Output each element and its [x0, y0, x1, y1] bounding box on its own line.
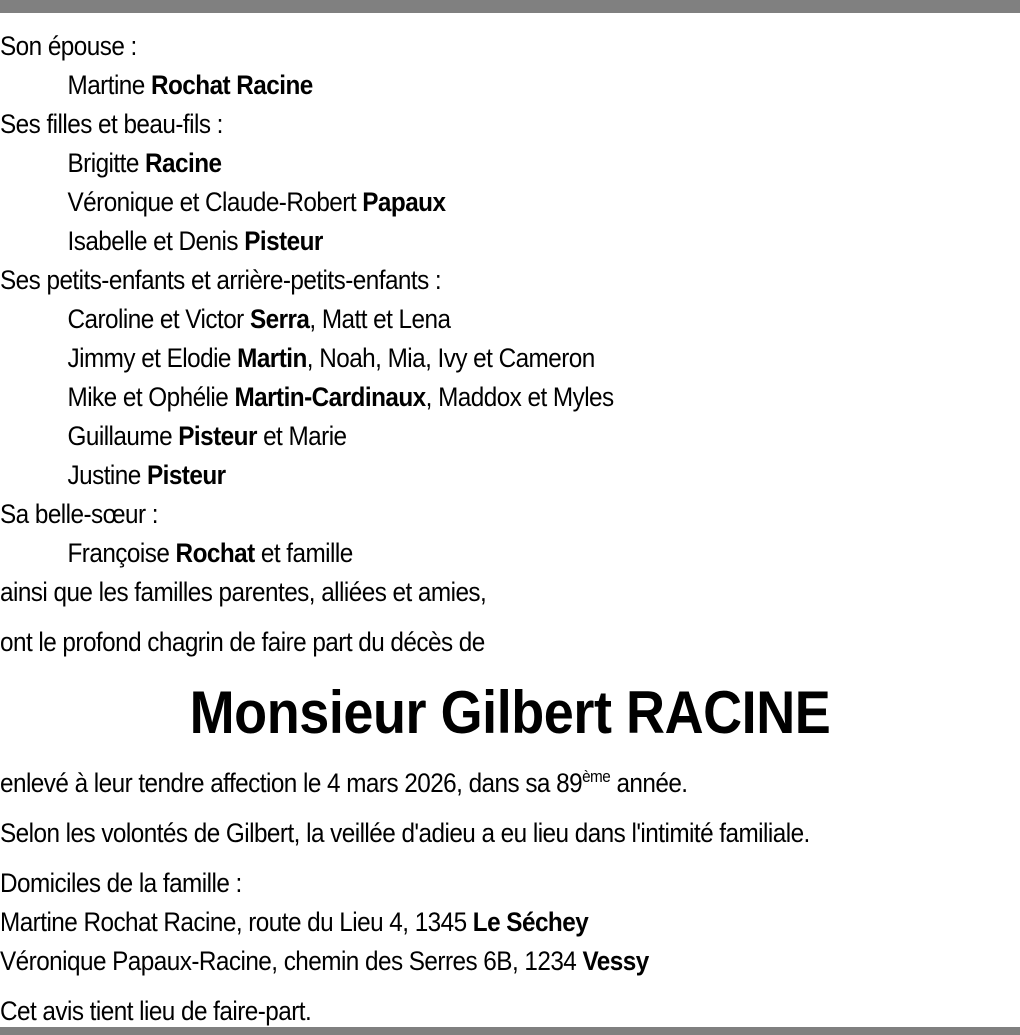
death-date-text: enlevé à leur tendre affection le 4 mars 2026, dans sa 89: [0, 768, 583, 798]
sister-in-law-entry: [0, 534, 918, 573]
grandchildren-entry: [0, 456, 918, 495]
grandchildren-entry: [0, 417, 918, 456]
grandchildren-rest: , Maddox et Myles: [425, 382, 614, 412]
grandchildren-entry: [0, 378, 918, 417]
address-text: Véronique Papaux-Racine, chemin des Serres 6B, 1234: [0, 946, 583, 976]
grandchildren-rest: , Matt et Lena: [309, 304, 451, 334]
death-date-suffix: année.: [610, 768, 688, 798]
other-families-line: ainsi que les familles parentes, alliées et amies,: [0, 577, 487, 607]
daughter-first-names: Véronique et Claude-Robert: [67, 187, 357, 217]
closing-line: Cet avis tient lieu de faire-part.: [0, 996, 312, 1026]
domicile-address: [0, 942, 918, 981]
deceased-name: Monsieur Gilbert RACINE: [189, 679, 831, 746]
grandchildren-last-name: Pisteur: [178, 421, 257, 451]
daughter-last-name: Racine: [145, 148, 222, 178]
ordinal-suffix: ème: [582, 767, 611, 786]
spouse-entry: [0, 66, 918, 105]
announcement-intro: ont le profond chagrin de faire part du décès de: [0, 627, 485, 657]
address-text: Martine Rochat Racine, route du Lieu 4, 1345: [0, 907, 473, 937]
grandchildren-last-name: Martin: [237, 343, 307, 373]
grandchildren-first-names: Caroline et Victor: [67, 304, 244, 334]
grandchildren-heading: Ses petits-enfants et arrière-petits-enfants :: [0, 265, 442, 295]
spouse-last-name: Rochat Racine: [150, 70, 313, 100]
grandchildren-first-names: Justine: [67, 460, 141, 490]
grandchildren-last-name: Martin-Cardinaux: [234, 382, 426, 412]
grandchildren-rest: , Noah, Mia, Ivy et Cameron: [306, 343, 595, 373]
sister-in-law-last-name: Rochat: [175, 538, 255, 568]
daughter-first-names: Brigitte: [67, 148, 139, 178]
grandchildren-rest: et Marie: [256, 421, 347, 451]
sister-in-law-rest: et famille: [254, 538, 353, 568]
grandchildren-first-names: Guillaume: [67, 421, 173, 451]
domicile-address: [0, 903, 918, 942]
daughter-entry: [0, 222, 918, 261]
domiciles-heading: Domiciles de la famille :: [0, 868, 242, 898]
daughter-last-name: Papaux: [362, 187, 446, 217]
bottom-rule: [0, 1027, 1020, 1035]
sister-in-law-first-name: Françoise: [67, 538, 170, 568]
grandchildren-last-name: Serra: [249, 304, 310, 334]
grandchildren-last-name: Pisteur: [146, 460, 226, 490]
address-town: Vessy: [582, 946, 649, 976]
address-town: Le Séchey: [472, 907, 589, 937]
obituary-notice: [0, 27, 1020, 1031]
spouse-first-name: Martine: [67, 70, 145, 100]
daughter-last-name: Pisteur: [244, 226, 323, 256]
grandchildren-first-names: Mike et Ophélie: [67, 382, 229, 412]
daughter-first-names: Isabelle et Denis: [67, 226, 238, 256]
grandchildren-first-names: Jimmy et Elodie: [67, 343, 231, 373]
vigil-line: Selon les volontés de Gilbert, la veillée d'adieu a eu lieu dans l'intimité familiale.: [0, 818, 810, 848]
death-date-line: [0, 764, 918, 803]
sister-in-law-heading: Sa belle-sœur :: [0, 499, 159, 529]
grandchildren-entry: [0, 339, 918, 378]
daughter-entry: [0, 183, 918, 222]
spouse-heading: Son épouse :: [0, 31, 137, 61]
grandchildren-entry: [0, 300, 918, 339]
top-rule: [0, 0, 1020, 13]
daughters-heading: Ses filles et beau-fils :: [0, 109, 223, 139]
daughter-entry: [0, 144, 918, 183]
